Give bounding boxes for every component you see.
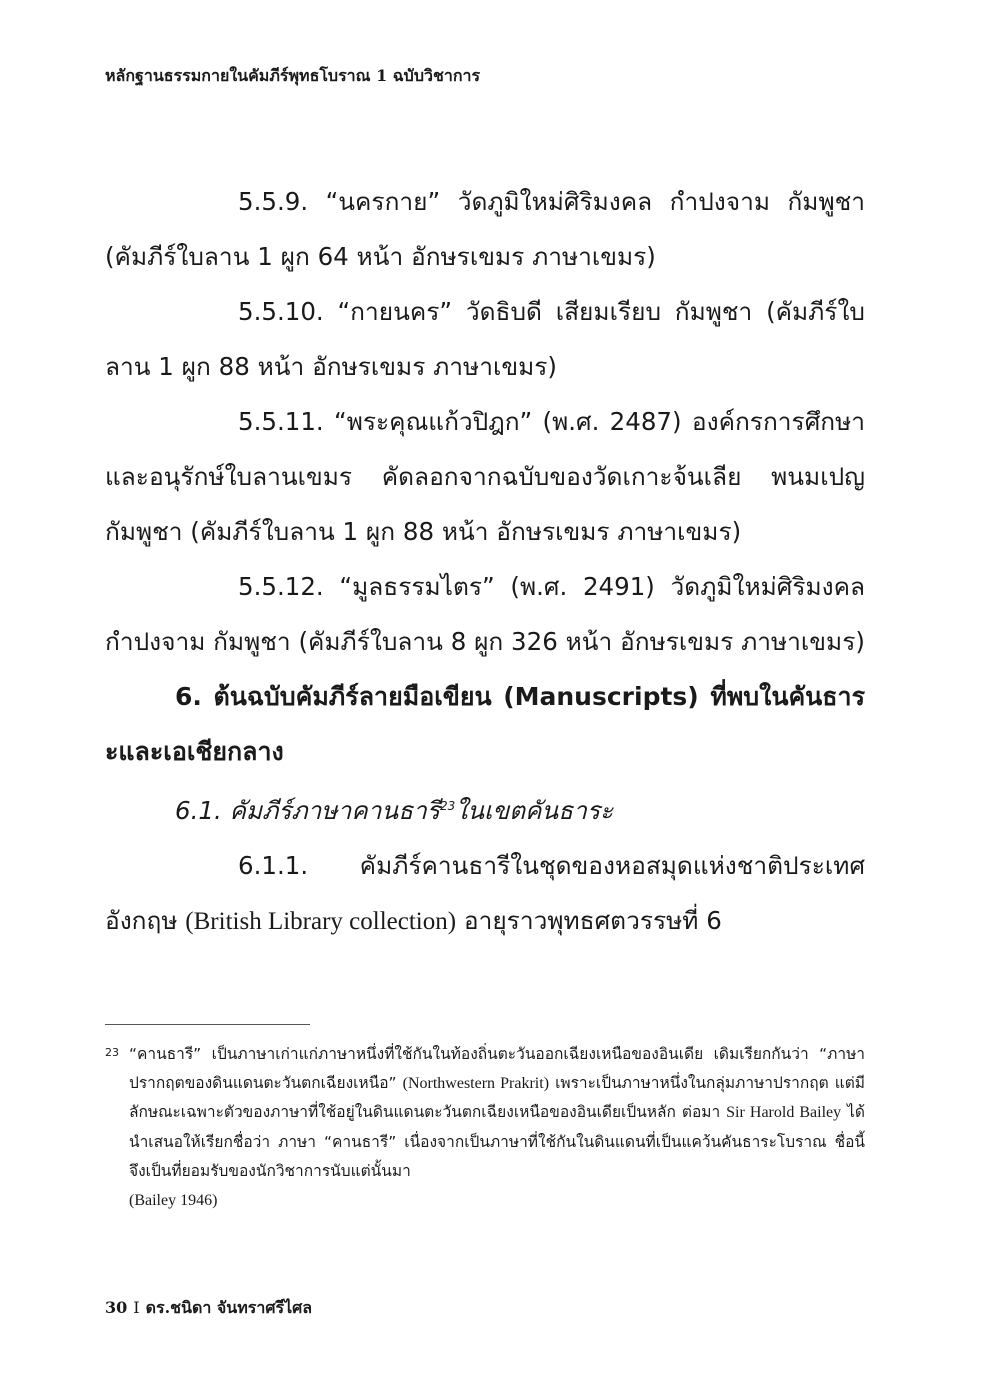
paragraph-5-5-10: 5.5.10. “กายนคร” วัดธิบดี เสียมเรียบ กัมพูชา (คัมภีร์ใบลาน 1 ผูก 88 หน้า อักษรเขมร ภาษาเขมร): [105, 297, 865, 381]
page-footer: [105, 1296, 312, 1321]
paragraph-6-1-1-english: (British Library collection): [185, 908, 457, 935]
footnote-part1: “คานธารี” เป็นภาษาเก่าแก่ภาษาหนึ่งที่ใช้กันในท้องถิ่นตะวันออกเฉียงเหนือของอินเดีย เดิมเรียกกันว่า “ภาษาปรากฤตของดินแดนตะวันตกเฉียงเหนือ”: [129, 1045, 865, 1093]
page-number: 30: [105, 1298, 128, 1317]
footnote-number: 23: [105, 1046, 119, 1059]
footnote-english1: (Northwestern Prakrit): [402, 1075, 550, 1093]
footer-author: ดร.ชนิดา จันทราศรีไศล: [145, 1298, 313, 1317]
footnote-23: [105, 1040, 865, 1215]
footnote-text: [129, 1040, 865, 1186]
paragraph-6-1-1: [105, 838, 865, 949]
footer-separator: I: [133, 1298, 140, 1317]
subheading-text-after: ในเขตคันธาระ: [455, 796, 614, 825]
paragraph-5-5-9: 5.5.9. “นครกาย” วัดภูมิใหม่ศิริมงคล กำปงจาม กัมพูชา (คัมภีร์ใบลาน 1 ผูก 64 หน้า อักษรเขมร ภาษาเขมร): [105, 187, 865, 271]
footnote-english2: Sir Harold Bailey: [726, 1104, 842, 1122]
paragraph-5-5-12: 5.5.12. “มูลธรรมไตร” (พ.ศ. 2491) วัดภูมิใหม่ศิริมงคล กำปงจาม กัมพูชา (คัมภีร์ใบลาน 8 ผูก 326 หน้า อักษรเขมร ภาษาเขมร): [105, 572, 865, 656]
paragraph-6-1-1-thai: 6.1.1. คัมภีร์คานธารีในชุดของหอสมุดแห่งชาติประเทศอังกฤษ: [105, 851, 865, 935]
footnote-reference-23[interactable]: 23: [439, 799, 456, 813]
paragraph-6-1-1-tail: อายุราวพุทธศตวรรษที่ 6: [456, 906, 722, 935]
footnote-body: [105, 1040, 865, 1215]
footnote-citation: (Bailey 1946): [129, 1192, 218, 1210]
subheading-6-1: [105, 779, 865, 838]
section-heading-6: 6. ต้นฉบับคัมภีร์ลายมือเขียน (Manuscripts) ที่พบในคันธาระและเอเชียกลาง: [105, 682, 865, 766]
body-text: [105, 174, 865, 949]
footnote-divider: [105, 1024, 310, 1025]
footnote-part2: เพราะเป็นภาษาหนึ่งในกลุ่มภาษาปรากฤต แต่มีลักษณะเฉพาะตัวของภาษาที่ใช้อยู่ในดินแดนตะวันตกเฉียงเหนือของอินเดียเป็นหลัก ต่อมา: [129, 1074, 866, 1122]
subheading-text-before: 6.1. คัมภีร์ภาษาคานธารี: [175, 796, 440, 825]
footnote-part3: ได้นำเสนอให้เรียกชื่อว่า ภาษา “คานธารี” เนื่องจากเป็นภาษาที่ใช้กันในดินแดนที่เป็นแคว้นคันธาระโบราณ ชื่อนี้จึงเป็นที่ยอมรับของนักวิชาการนับแต่นั้นมา: [129, 1103, 865, 1180]
paragraph-5-5-11: 5.5.11. “พระคุณแก้วปิฎก” (พ.ศ. 2487) องค์กรการศึกษาและอนุรักษ์ใบลานเขมร คัดลอกจากฉบับของวัดเกาะจ้นเลีย พนมเปญ กัมพูชา (คัมภีร์ใบลาน 1 ผูก 88 หน้า อักษรเขมร ภาษาเขมร): [105, 407, 865, 546]
running-head: หลักฐานธรรมกายในคัมภีร์พุทธโบราณ 1 ฉบับวิชาการ: [105, 66, 481, 85]
